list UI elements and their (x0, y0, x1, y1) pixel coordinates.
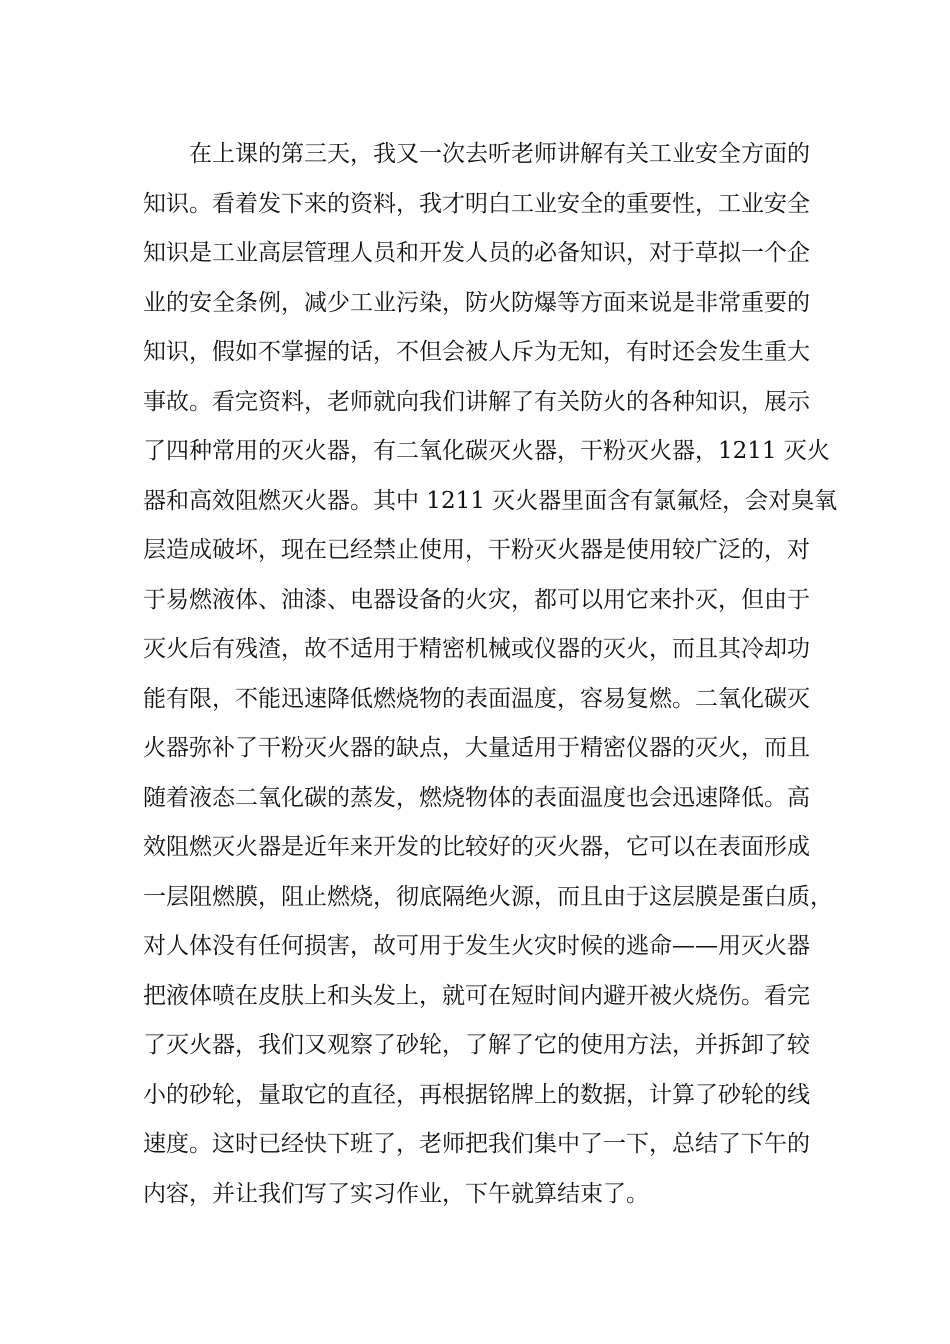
paragraph-line: 灭火后有残渣，故不适用于精密机械或仪器的灭火，而且其冷却功 (143, 636, 810, 662)
paragraph-line: 小的砂轮，量取它的直径，再根据铭牌上的数据，计算了砂轮的线 (143, 1081, 810, 1108)
paragraph-line: 知识。看着发下来的资料，我才明白工业安全的重要性，工业安全 (143, 190, 810, 217)
paragraph-line: 速度。这时已经快下班了，老师把我们集中了一下，总结了下午的 (143, 1131, 810, 1157)
paragraph-line: 业的安全条例，减少工业污染，防火防爆等方面来说是非常重要的 (143, 289, 810, 316)
paragraph-line: 一层阻燃膜，阻止燃烧，彻底隔绝火源，而且由于这层膜是蛋白质， (143, 883, 833, 910)
paragraph-line: 器和高效阻燃灭火器。其中 1211 灭火器里面含有氯氟烃，会对臭氧 (143, 487, 838, 514)
paragraph-line: 知识是工业高层管理人员和开发人员的必备知识，对于草拟一个企 (143, 240, 810, 266)
paragraph-line: 对人体没有任何损害，故可用于发生火灾时候的逃命——用灭火器 (143, 933, 810, 959)
paragraph-line: 内容，并让我们写了实习作业，下午就算结束了。 (143, 1180, 649, 1207)
paragraph-line: 把液体喷在皮肤上和头发上，就可在短时间内避开被火烧伤。看完 (143, 982, 810, 1009)
paragraph-line: 层造成破坏，现在已经禁止使用，干粉灭火器是使用较广泛的，对 (143, 537, 810, 563)
body-paragraph (143, 130, 838, 1219)
paragraph-line: 在上课的第三天，我又一次去听老师讲解有关工业安全方面的 (189, 141, 810, 167)
paragraph-line: 于易燃液体、油漆、电器设备的火灾，都可以用它来扑灭，但由于 (143, 586, 810, 613)
paragraph-line: 效阻燃灭火器是近年来开发的比较好的灭火器，它可以在表面形成 (143, 834, 810, 860)
paragraph-line: 了灭火器，我们又观察了砂轮，了解了它的使用方法，并拆卸了较 (143, 1032, 810, 1058)
paragraph-line: 随着液态二氧化碳的蒸发，燃烧物体的表面温度也会迅速降低。高 (143, 784, 810, 811)
paragraph-line: 知识，假如不掌握的话，不但会被人斥为无知，有时还会发生重大 (143, 339, 810, 365)
paragraph-line: 事故。看完资料，老师就向我们讲解了有关防火的各种知识，展示 (143, 388, 810, 415)
paragraph-line: 能有限，不能迅速降低燃烧物的表面温度，容易复燃。二氧化碳灭 (143, 685, 810, 712)
paragraph-line: 了四种常用的灭火器，有二氧化碳灭火器，干粉灭火器，1211 灭火 (143, 438, 830, 464)
paragraph-line: 火器弥补了干粉灭火器的缺点，大量适用于精密仪器的灭火，而且 (143, 735, 810, 761)
